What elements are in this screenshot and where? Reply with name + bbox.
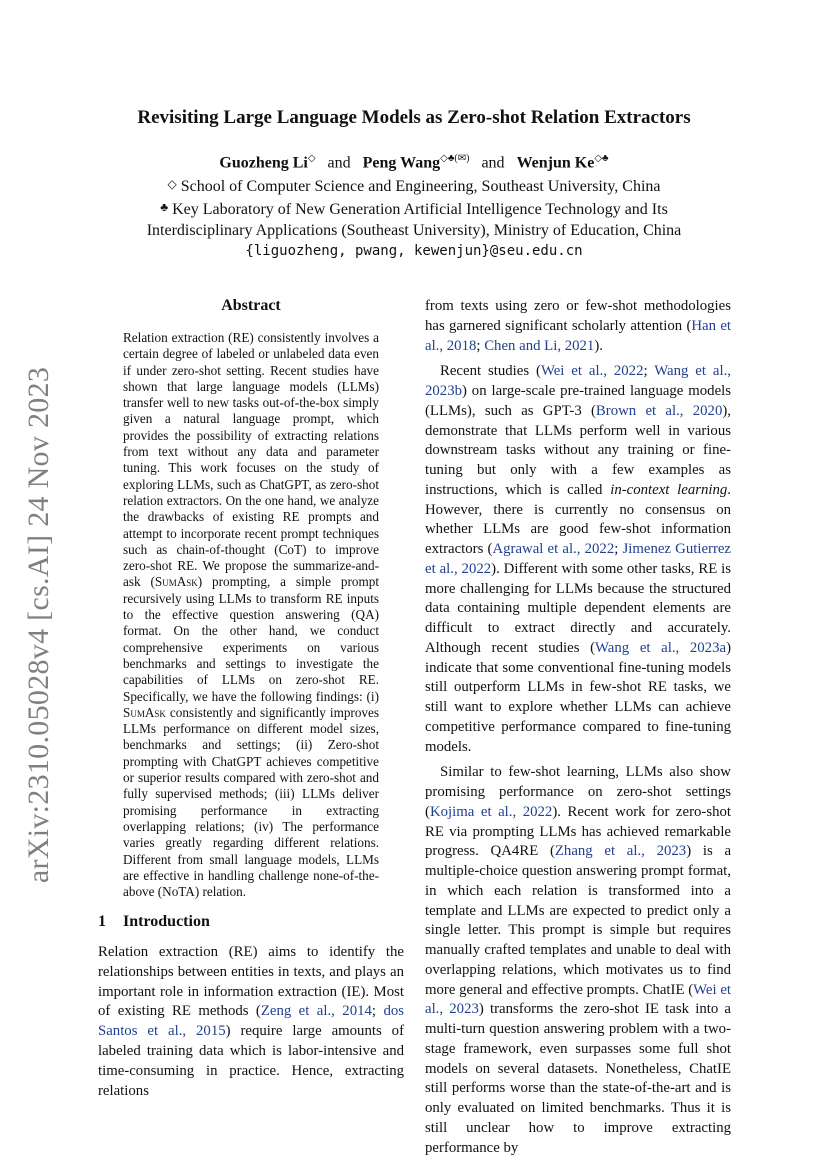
author-name: Wenjun Ke bbox=[516, 154, 595, 172]
citation-link[interactable]: Brown et al., 2020 bbox=[595, 402, 723, 419]
abstract-body bbox=[123, 330, 379, 900]
body-text: ; bbox=[476, 337, 485, 354]
affiliation-line bbox=[0, 197, 828, 220]
paper-title: Revisiting Large Language Models as Zero-shot Relation Extractors bbox=[137, 107, 691, 128]
body-text: Similar to few-shot learning, LLMs also show promising performance on zero-shot settings ( bbox=[425, 764, 731, 820]
body-text: Relation extraction (RE) aims to identify the relationships between entities in texts, and plays an important role in information extraction (IE). Most of existing RE methods ( bbox=[98, 944, 404, 1020]
section-heading-introduction bbox=[98, 913, 210, 931]
abstract-text: ) prompting, a simple prompt recursively using LLMs to transform RE inputs to the effective question answering (QA) format. On the other hand, we conduct comprehensive experiments on various benchmarks and settings to investigate the capabilities of LLMs on zero-shot RE. Specifically, we have the following findings: (i) bbox=[123, 574, 379, 704]
affiliations bbox=[0, 174, 828, 262]
affiliation-mark: ◇ bbox=[167, 177, 177, 191]
body-text: ) require large amounts of labeled training data which is labor-intensive and time-consuming in practice. Hence, extracting relations bbox=[98, 1023, 404, 1099]
citation-link[interactable]: dos Santos et al., 2015 bbox=[98, 1003, 404, 1040]
author-name: Peng Wang bbox=[362, 154, 441, 172]
intro-paragraph-3 bbox=[425, 763, 731, 1158]
author-emails: {liguozheng, pwang, kewenjun}@seu.edu.cn bbox=[245, 243, 583, 259]
arxiv-identifier-text: arXiv:2310.05028v4 [cs.AI] 24 Nov 2023 bbox=[22, 366, 55, 884]
intro-paragraph-1 bbox=[98, 943, 404, 1101]
method-name: SumAsk bbox=[123, 704, 166, 720]
citation-link[interactable]: Agrawal et al., 2022 bbox=[492, 541, 615, 557]
author-affiliation-marks: ◇♣(✉) bbox=[440, 153, 470, 164]
citation-link[interactable]: Wei et al., 2023 bbox=[425, 981, 731, 1018]
affiliation-mark: ♣ bbox=[160, 200, 169, 214]
body-text: ; bbox=[643, 363, 655, 380]
affiliation-text: Key Laboratory of New Generation Artificial Intelligence Technology and Its bbox=[172, 201, 668, 218]
author-name: Guozheng Li bbox=[219, 154, 308, 172]
author-separator: and bbox=[481, 154, 505, 172]
section-title: Introduction bbox=[123, 913, 210, 930]
body-text: Recent studies ( bbox=[440, 363, 541, 380]
body-text: . However, there is currently no consensus on whether LLMs are good few-shot information extractors ( bbox=[425, 481, 731, 557]
arxiv-identifier-stamp bbox=[22, 365, 56, 885]
citation-link[interactable]: Wei et al., 2022 bbox=[540, 363, 644, 380]
author-separator: and bbox=[327, 154, 351, 172]
author-affiliation-marks: ◇♣ bbox=[594, 153, 609, 164]
affiliation-line: Interdisciplinary Applications (Southeast University), Ministry of Education, China bbox=[146, 222, 682, 239]
citation-link[interactable]: Zeng et al., 2014 bbox=[260, 1003, 372, 1020]
body-text: from texts using zero or few-shot methodologies has garnered significant scholarly attention ( bbox=[425, 298, 731, 334]
emphasized-term: in-context learning bbox=[610, 481, 728, 498]
citation-link[interactable]: Jimenez Gutierrez et al., 2022 bbox=[425, 541, 732, 577]
section-number: 1 bbox=[98, 913, 106, 930]
body-text: ) on large-scale pre-trained language models (LLMs), such as GPT-3 ( bbox=[425, 383, 731, 419]
body-text: ) indicate that some conventional fine-tuning models still outperform LLMs in few-shot RE tasks, we still want to explore whether LLMs can achieve competitive performance compared to fine-tuning models. bbox=[425, 639, 731, 755]
body-text: ). Recent work for zero-shot RE via prompting LLMs has achieved remarkable progress. QA4RE ( bbox=[425, 803, 731, 860]
author-affiliation-marks: ◇ bbox=[307, 153, 316, 164]
abstract-text: Relation extraction (RE) consistently involves a certain degree of labeled or unlabeled data even if under zero-shot setting. Recent studies have shown that large language models (LLMs) transfer well to new tasks out-of-the-box simply given a natural language prompt, which provides the possibility of extracting relations from text without any data and parameter tuning. This work focuses on the study of exploring LLMs, such as ChatGPT, as zero-shot relation extractors. On the one hand, we analyze the drawbacks of existing RE prompts and attempt to incorporate recent prompt techniques such as chain-of-thought (CoT) to improve zero-shot RE. We propose the summarize-and-ask ( bbox=[123, 330, 379, 590]
body-text: ) transforms the zero-shot IE task into a multi-turn question answering problem with a two-stage framework, even surpasses some full shot models on several datasets. Nonetheless, ChatIE still performs worse than the state-of-the-art and is only evaluated on limited benchmarks. Thus it is still unclear how to improve extracting performance by bbox=[425, 1001, 731, 1156]
body-text: ; bbox=[371, 1003, 384, 1020]
body-text: ). Different with some other tasks, RE is more challenging for LLMs because the structured data containing multiple dependent elements are difficult to extract directly and accurately. Although recent studies ( bbox=[425, 560, 731, 656]
body-text: ; bbox=[614, 541, 623, 557]
affiliation-text: School of Computer Science and Engineering, Southeast University, China bbox=[180, 178, 661, 195]
citation-link[interactable]: Wang et al., 2023b bbox=[425, 363, 731, 399]
body-text: ). bbox=[594, 337, 603, 354]
body-text: ), demonstrate that LLMs perform well in various downstream tasks without any training or fine-tuning but only with a few examples as instructions, which is called bbox=[425, 402, 731, 498]
abstract-heading: Abstract bbox=[221, 297, 281, 314]
citation-link[interactable]: Han et al., 2018 bbox=[425, 317, 732, 354]
citation-link[interactable]: Wang et al., 2023a bbox=[595, 639, 727, 656]
citation-link[interactable]: Zhang et al., 2023 bbox=[554, 843, 687, 860]
right-column bbox=[425, 297, 731, 1164]
intro-paragraph-2 bbox=[425, 362, 731, 757]
citation-link[interactable]: Chen and Li, 2021 bbox=[484, 337, 595, 354]
author-line bbox=[0, 153, 828, 172]
abstract-text: consistently and significantly improves LLMs performance on different model sizes, benchmarks and settings; (ii) Zero-shot prompting with ChatGPT achieves competitive or superior results compared with zero-shot and fully supervised methods; (iii) LLMs deliver promising performance in extracting overlapping relations; (iv) The performance varies greatly regarding different relations. Different from small language models, LLMs are effective in handling challenge none-of-the-above (NoTA) relation. bbox=[123, 704, 379, 900]
method-name: SumAsk bbox=[154, 574, 198, 590]
affiliation-line bbox=[0, 174, 828, 197]
intro-paragraph-1-continued bbox=[425, 297, 731, 356]
citation-link[interactable]: Kojima et al., 2022 bbox=[429, 803, 553, 820]
body-text: ) is a multiple-choice question answering prompt format, in which each relation is transformed into a template and LLMs are expected to predict only a single letter. This prompt is simple but requires manually crafted templates and unable to deal with overlapping relations, which motivates us to find more general and effective prompts. ChatIE ( bbox=[425, 843, 732, 998]
